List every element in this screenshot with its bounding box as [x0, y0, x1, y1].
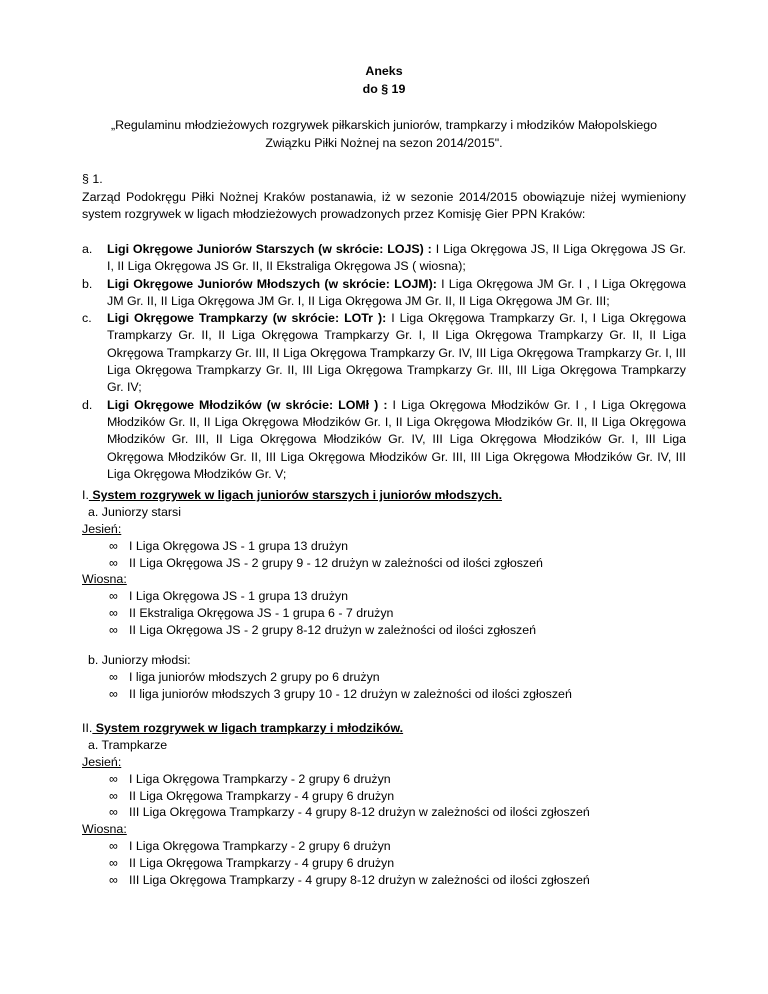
part1-a-label: a. Juniorzy starsi	[88, 504, 181, 519]
part1-b-label: b. Juniorzy młodsi:	[88, 653, 191, 667]
bullet-row: ∞ III Liga Okręgowa Trampkarzy - 4 grupy 8-12 drużyn w zależności od ilości zgłoszeń	[109, 873, 590, 888]
bullet-row: ∞ I Liga Okręgowa Trampkarzy - 2 grupy 6 drużyn	[109, 839, 391, 854]
part1-spring-label: Wiosna:	[82, 572, 127, 587]
list-marker: d.	[82, 397, 93, 412]
league-desc: I Liga Okręgowa Młodzików Gr. I , I Liga Okręgowa Młodzików Gr. II, II Liga Okręgowa Młodzików Gr. I, II Liga Okręgowa Młodzików Gr. II, II Liga Okręgowa Młodzików Gr. III, II Liga Okręgowa Młodzików Gr. IV, III Liga Okręgowa Młodzików Gr. I, III Liga Okręgowa Młodzików Gr. II, III Liga Okręgowa Młodzików Gr. III, III Liga Okręgowa Młodzików Gr. IV, III Liga Okręgowa Młodzików Gr. V;	[107, 397, 686, 481]
bullet-row: ∞ I Liga Okręgowa Trampkarzy - 2 grupy 6 drużyn	[109, 771, 391, 786]
league-desc: I Liga Okręgowa JS, II Liga Okręgowa JS Gr. I, II Liga Okręgowa JS Gr. II, II Ekstraliga Okręgowa JS ( wiosna);	[107, 242, 686, 274]
league-list	[82, 241, 686, 483]
part2-section	[82, 720, 702, 889]
annex-title: Aneks	[365, 64, 403, 78]
bullet-row: ∞ III Liga Okręgowa Trampkarzy - 4 grupy 8-12 drużyn w zależności od ilości zgłoszeń	[109, 805, 590, 820]
bullet-row: ∞ II Liga Okręgowa Trampkarzy - 4 grupy 6 drużyn	[109, 788, 395, 803]
infinity-bullet-icon: ∞	[109, 589, 118, 604]
infinity-bullet-icon: ∞	[109, 669, 118, 684]
part2-heading: II. System rozgrywek w ligach trampkarzy i młodzików.	[82, 721, 404, 735]
bullet-row: ∞ I liga juniorów młodszych 2 grupy po 6 drużyn	[109, 669, 380, 684]
league-name: Ligi Okręgowe Juniorów Młodszych (w skrócie: LOJM):	[107, 276, 437, 291]
infinity-bullet-icon: ∞	[109, 873, 118, 888]
part1-heading: I. System rozgrywek w ligach juniorów starszych i juniorów młodszych.	[82, 488, 503, 502]
league-name: Ligi Okręgowe Juniorów Starszych (w skrócie: LOJS) :	[107, 242, 432, 256]
infinity-bullet-icon: ∞	[109, 538, 118, 553]
part2-a-label: a. Trampkarze	[88, 737, 168, 752]
part2-autumn-label: Jesień:	[82, 754, 122, 769]
league-name: Ligi Okręgowe Trampkarzy (w skrócie: LOTr ):	[107, 311, 387, 326]
section-intro: Zarząd Podokręgu Piłki Nożnej Kraków postanawia, iż w sezonie 2014/2015 obowiązuje niżej wymieniony system rozgrywek w ligach młodzieżowych prowadzonych przez Komisję Gier PPN Kraków:	[82, 190, 686, 222]
regulation-name-line2: Związku Piłki Nożnej na sezon 2014/2015".	[265, 136, 503, 150]
list-marker: a.	[82, 242, 93, 256]
infinity-bullet-icon: ∞	[109, 686, 118, 701]
part1-autumn-label: Jesień:	[82, 521, 122, 536]
list-item	[82, 397, 686, 483]
part1-b-section	[82, 652, 702, 703]
bullet-row: ∞ I Liga Okręgowa JS - 1 grupa 13 drużyn	[109, 589, 349, 604]
infinity-bullet-icon: ∞	[109, 805, 118, 820]
infinity-bullet-icon: ∞	[109, 839, 118, 854]
bullet-row: ∞ II Liga Okręgowa Trampkarzy - 4 grupy 6 drużyn	[109, 856, 395, 871]
infinity-bullet-icon: ∞	[109, 623, 118, 638]
league-desc: I Liga Okręgowa Trampkarzy Gr. I, I Liga Okręgowa Trampkarzy Gr. II, II Liga Okręgowa Trampkarzy Gr. I, II Liga Okręgowa Trampkarzy Gr. II, II Liga Okręgowa Trampkarzy Gr. III, II Liga Okręgowa Trampkarzy Gr. IV, III Liga Okręgowa Trampkarzy Gr. I, III Liga Okręgowa Trampkarzy Gr. II, III Liga Okręgowa Trampkarzy Gr. III, III Liga Okręgowa Trampkarzy Gr. IV;	[107, 311, 686, 395]
infinity-bullet-icon: ∞	[109, 606, 118, 621]
infinity-bullet-icon: ∞	[109, 856, 118, 871]
infinity-bullet-icon: ∞	[109, 788, 118, 803]
list-marker: b.	[82, 276, 93, 291]
bullet-row: ∞ II Liga Okręgowa JS - 2 grupy 8-12 drużyn w zależności od ilości zgłoszeń	[109, 623, 537, 638]
section-number: § 1.	[82, 172, 103, 186]
part2-spring-label: Wiosna:	[82, 822, 127, 837]
bullet-row: ∞ I Liga Okręgowa JS - 1 grupa 13 drużyn	[109, 538, 349, 553]
list-item	[82, 241, 686, 276]
list-item	[82, 310, 686, 396]
part1-section	[82, 487, 702, 639]
league-desc: I Liga Okręgowa JM Gr. I , I Liga Okręgowa JM Gr. II, II Liga Okręgowa JM Gr. I, II Liga Okręgowa JM Gr. II, II Liga Okręgowa JM Gr. III;	[107, 276, 687, 308]
list-item	[82, 276, 686, 311]
list-marker: c.	[82, 311, 92, 326]
infinity-bullet-icon: ∞	[109, 555, 118, 570]
bullet-row: ∞ II Ekstraliga Okręgowa JS - 1 grupa 6 - 7 drużyn	[109, 606, 394, 621]
regulation-name-line1: „Regulaminu młodzieżowych rozgrywek piłkarskich juniorów, trampkarzy i młodzików Małopolskiego	[110, 118, 658, 132]
bullet-row: ∞ II Liga Okręgowa JS - 2 grupy 9 - 12 drużyn w zależności od ilości zgłoszeń	[109, 555, 543, 570]
bullet-row: ∞ II liga juniorów młodszych 3 grupy 10 - 12 drużyn w zależności od ilości zgłoszeń	[109, 686, 572, 701]
annex-subtitle: do § 19	[362, 82, 406, 96]
league-name: Ligi Okręgowe Młodzików (w skrócie: LOMł ) :	[107, 397, 388, 412]
infinity-bullet-icon: ∞	[109, 771, 118, 786]
